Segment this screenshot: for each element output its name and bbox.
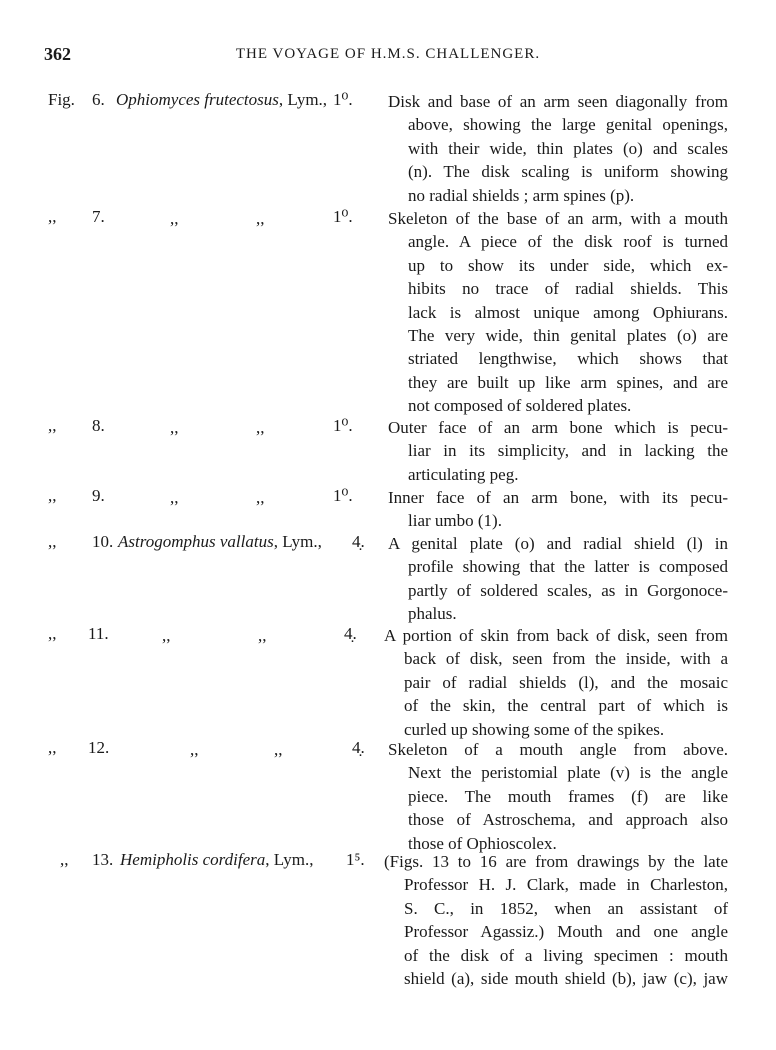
ditto-mark: ,,	[162, 626, 171, 645]
figure-description: (Figs. 13 to 16 are from drawings by the late Professor H. J. Clark, made in Charleston, S. C., in 1852, when an assistant of Professor Agassiz.) Mouth and one angle of the disk of a living specimen : mouth shield (a), side mouth shield (b), jaw (c), jaw	[384, 852, 728, 989]
species-name: Hemipholis cordifera, Lym.,	[120, 850, 314, 869]
ditto-mark: ,,	[48, 624, 57, 643]
magnification: 4̣.	[344, 624, 357, 643]
ditto-mark: ,,	[48, 486, 57, 505]
magnification: 1⁵.	[346, 850, 365, 869]
ditto-mark: ,,	[48, 532, 57, 551]
ditto-mark: ,,	[48, 207, 57, 226]
species-name: Ophiomyces frutectosus, Lym.,	[116, 90, 328, 109]
ditto-mark: ,,	[170, 418, 179, 437]
ditto-mark: ,,	[256, 209, 265, 228]
magnification: 1⁰.	[333, 207, 353, 226]
figure-description: Inner face of an arm bone, with its pecu- liar umbo (1).	[388, 488, 728, 531]
ditto-mark: ,,	[60, 850, 69, 869]
fig-number: 13.	[92, 850, 114, 869]
figure-description: Skeleton of the base of an arm, with a mouth angle. A piece of the disk roof is turned up to show its under side, which ex- hibits no trace of radial shields. This lack is almost unique among Ophiurans. The very wide, thin genital plates (o) are striated lengthwise, which shows that they are built up like arm spines, and are not composed of soldered plates.	[388, 209, 728, 416]
figure-description: Skeleton of a mouth angle from above. Next the peristomial plate (v) is the angle piece. The mouth frames (f) are like those of Astroschema, and approach also those of Ophioscolex.	[388, 740, 728, 853]
ditto-mark: ,,	[48, 738, 57, 757]
running-title: THE VOYAGE OF H.M.S. CHALLENGER.	[235, 46, 541, 62]
fig-number: 11.	[88, 624, 109, 643]
fig-number: 12.	[88, 738, 110, 757]
ditto-mark: ,,	[256, 488, 265, 507]
ditto-mark: ,,	[258, 626, 267, 645]
ditto-mark: ,,	[190, 740, 199, 759]
ditto-mark: ,,	[170, 488, 179, 507]
figure-description: A genital plate (o) and radial shield (l) in profile showing that the latter is composed partly of soldered scales, as in Gorgonoce- phalus.	[388, 534, 728, 624]
figure-description: Outer face of an arm bone which is pecu- liar in its simplicity, and in lacking the articulating peg.	[388, 418, 728, 484]
magnification: 1⁰.	[333, 90, 353, 109]
page-number: 362	[44, 44, 71, 64]
fig-number: 7.	[92, 207, 105, 226]
page-header	[0, 44, 776, 68]
fig-number: 8.	[92, 416, 105, 435]
figure-description: A portion of skin from back of disk, seen from back of disk, seen from the inside, with a pair of radial shields (l), and the mosaic of the skin, the central part of which is curled up showing some of the spikes.	[384, 626, 728, 739]
ditto-mark: ,,	[274, 740, 283, 759]
ditto-mark: ,,	[256, 418, 265, 437]
fig-lead: Fig.	[48, 90, 75, 109]
ditto-mark: ,,	[170, 209, 179, 228]
magnification: 4̣.	[352, 532, 365, 551]
species-name: Astrogomphus vallatus, Lym.,	[118, 532, 322, 551]
ditto-mark: ,,	[48, 416, 57, 435]
fig-number: 10.	[92, 532, 114, 551]
magnification: 1⁰.	[333, 416, 353, 435]
fig-number: 6.	[92, 90, 105, 109]
fig-number: 9.	[92, 486, 105, 505]
magnification: 4̣.	[352, 738, 365, 757]
magnification: 1⁰.	[333, 486, 353, 505]
figure-description: Disk and base of an arm seen diagonally from above, showing the large genital openings, with their wide, thin plates (o) and scales (n). The disk scaling is uniform showing no radial shields ; arm spines (p).	[388, 92, 728, 205]
